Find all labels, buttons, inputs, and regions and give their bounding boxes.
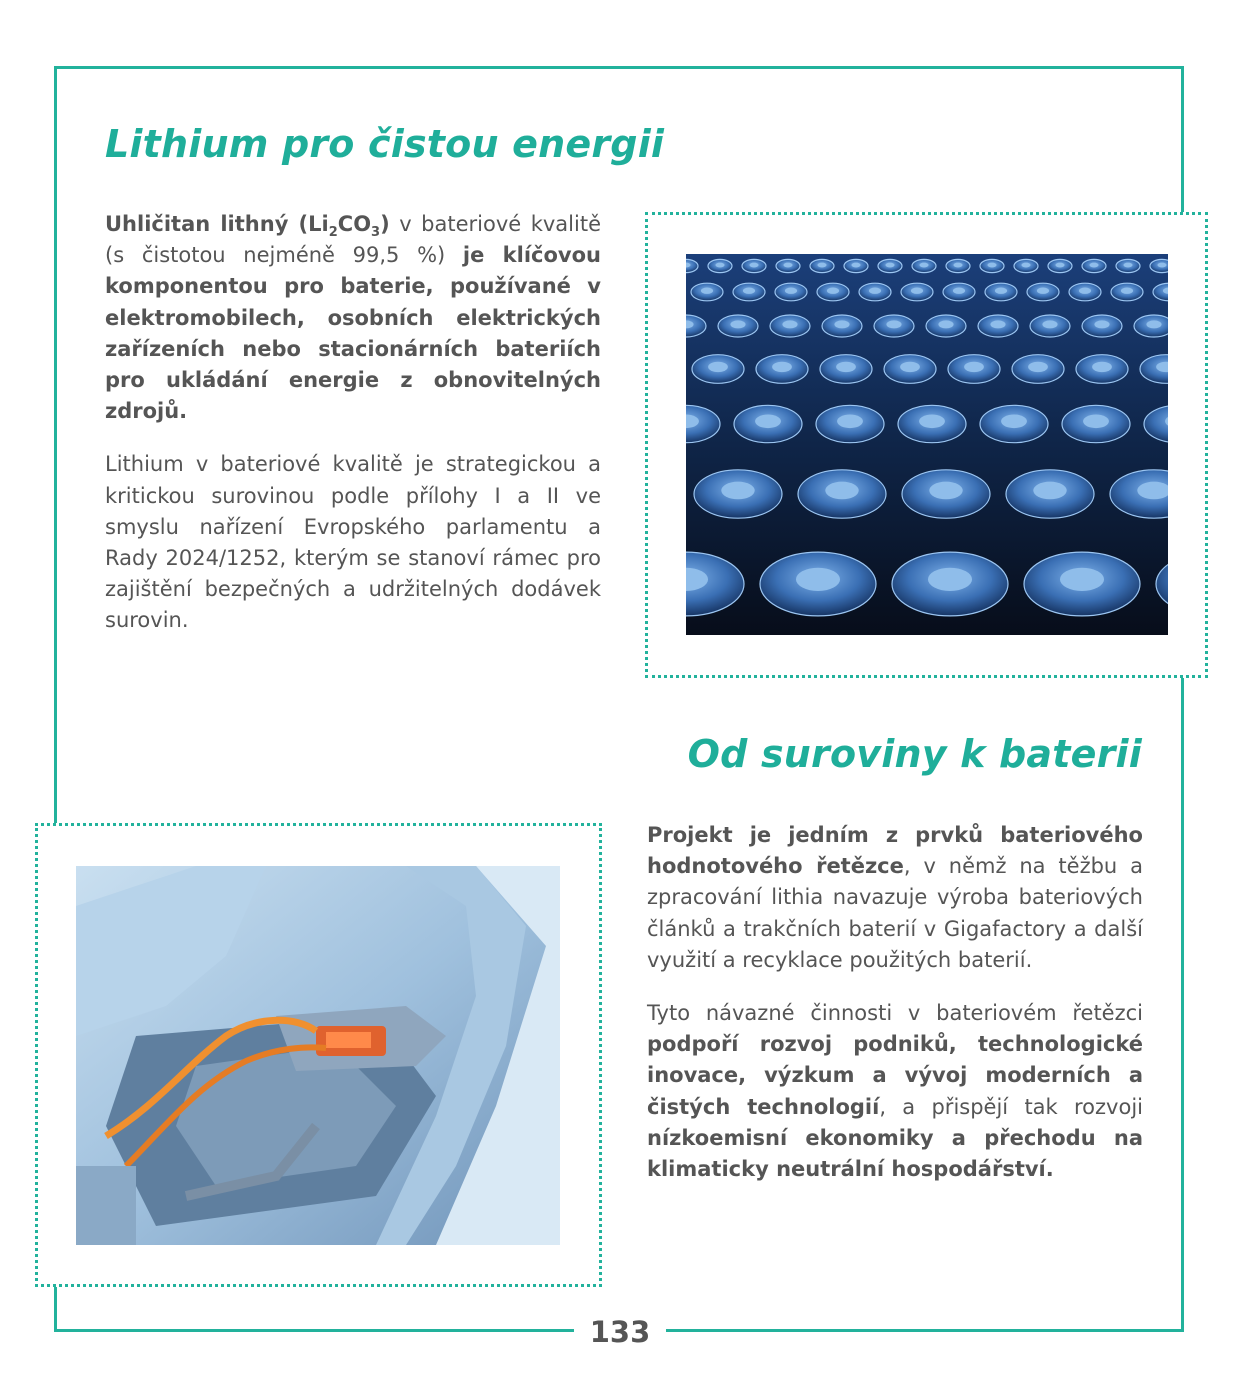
battery-cell-terminal bbox=[1089, 263, 1098, 268]
battery-cell-terminal bbox=[817, 263, 826, 268]
battery-cell-terminal bbox=[1021, 263, 1030, 268]
bold-text: ) bbox=[380, 212, 390, 236]
battery-cell-terminal bbox=[987, 263, 996, 268]
battery-cell-terminal bbox=[1001, 414, 1027, 428]
battery-cell-terminal bbox=[837, 414, 863, 428]
battery-cell-terminal bbox=[782, 320, 797, 328]
subscript: 2 bbox=[328, 225, 338, 241]
battery-paragraph-2 bbox=[647, 998, 1143, 1185]
battery-cell-terminal bbox=[796, 568, 840, 591]
battery-cell-terminal bbox=[990, 320, 1005, 328]
battery-cell-terminal bbox=[900, 362, 920, 372]
battery-cell-terminal bbox=[1092, 362, 1112, 372]
battery-cell-terminal bbox=[1121, 288, 1133, 294]
battery-cell-terminal bbox=[825, 482, 858, 500]
battery-cell-terminal bbox=[1033, 482, 1066, 500]
battery-cell-terminal bbox=[869, 288, 881, 294]
battery-cell-terminal bbox=[1055, 263, 1064, 268]
battery-cell-terminal bbox=[919, 263, 928, 268]
subscript: 3 bbox=[371, 225, 381, 241]
battery-cell-terminal bbox=[1042, 320, 1057, 328]
battery-cells-photo bbox=[686, 254, 1168, 635]
battery-cell-terminal bbox=[730, 320, 745, 328]
battery-cell-terminal bbox=[1060, 568, 1104, 591]
battery-cell-terminal bbox=[1037, 288, 1049, 294]
battery-cell-terminal bbox=[886, 320, 901, 328]
battery-cell-terminal bbox=[721, 482, 754, 500]
battery-cell-terminal bbox=[755, 414, 781, 428]
battery-paragraph-1 bbox=[647, 820, 1143, 976]
page-number-box bbox=[574, 1312, 666, 1352]
battery-cell-terminal bbox=[1079, 288, 1091, 294]
battery-cell-terminal bbox=[995, 288, 1007, 294]
lithium-paragraph-1 bbox=[105, 209, 601, 427]
battery-cell-terminal bbox=[851, 263, 860, 268]
battery-cell-terminal bbox=[1123, 263, 1132, 268]
battery-cell-terminal bbox=[1094, 320, 1109, 328]
battery-cell-terminal bbox=[953, 288, 965, 294]
lithium-text-column bbox=[105, 209, 601, 659]
battery-text-column bbox=[647, 820, 1143, 1207]
battery-cell-terminal bbox=[1083, 414, 1109, 428]
battery-cell-terminal bbox=[928, 568, 972, 591]
battery-cell-terminal bbox=[708, 362, 728, 372]
battery-cell-terminal bbox=[964, 362, 984, 372]
battery-cell-terminal bbox=[834, 320, 849, 328]
battery-cell-terminal bbox=[1146, 320, 1161, 328]
battery-cell-terminal bbox=[836, 362, 856, 372]
page-number: 133 bbox=[589, 1315, 651, 1349]
bold-text: je klíčovou komponentou pro baterie, používané v elektromobilech, osobních elektrických zařízeních nebo stacionárních bateriích pro ukládání energie z obnovitelných zdrojů. bbox=[105, 243, 601, 424]
battery-cell-terminal bbox=[827, 288, 839, 294]
battery-cell-terminal bbox=[929, 482, 962, 500]
plain-text: v bateriové kvalitě (s čistotou nejméně 99,5 %) bbox=[105, 212, 601, 268]
battery-cell-terminal bbox=[953, 263, 962, 268]
bold-text: Projekt je jedním z prvků bateriového hodnotového řetězce bbox=[647, 823, 1143, 879]
section-title-lithium: Lithium pro čistou energii bbox=[105, 122, 665, 166]
battery-cell-terminal bbox=[1157, 263, 1166, 268]
lithium-paragraph-2: Lithium v bateriové kvalitě je strategickou a kritickou surovinou podle přílohy I a II ve smyslu nařízení Evropského parlamentu a Rady 2024/1252, kterým se stanoví rámec pro zajištění bezpečných a udržitelných dodávek surovin. bbox=[105, 452, 601, 633]
battery-cell-terminal bbox=[772, 362, 792, 372]
plain-text: , a přispějí tak rozvoji bbox=[879, 1094, 1143, 1119]
section-title-battery: Od suroviny k baterii bbox=[687, 732, 1142, 776]
battery-cell-terminal bbox=[1028, 362, 1048, 372]
battery-cell-terminal bbox=[885, 263, 894, 268]
battery-cell-terminal bbox=[749, 263, 758, 268]
battery-cell-terminal bbox=[743, 288, 755, 294]
bold-text: podpoří rozvoj podniků, technologické inovace, výzkum a vývoj moderních a čistých technologií bbox=[647, 1032, 1143, 1119]
battery-cell-terminal bbox=[938, 320, 953, 328]
battery-cell-terminal bbox=[701, 288, 713, 294]
bold-text: CO bbox=[337, 212, 372, 236]
battery-cell-terminal bbox=[715, 263, 724, 268]
plain-text: Tyto návazné činnosti v bateriovém řetězci bbox=[647, 1001, 1143, 1026]
ev-chassis-photo bbox=[76, 866, 560, 1245]
bold-text: Uhličitan lithný (Li bbox=[105, 212, 329, 236]
bold-text: nízkoemisní ekonomiky a přechodu na klimaticky neutrální hospodářství. bbox=[647, 1125, 1143, 1182]
battery-cell-terminal bbox=[919, 414, 945, 428]
plain-text: , v němž na těžbu a zpracování lithia navazuje výroba bateriových článků a trakčních baterií v Gigafactory a další využití a recyklace použitých baterií. bbox=[647, 854, 1143, 972]
battery-cell-terminal bbox=[911, 288, 923, 294]
battery-cell-terminal bbox=[785, 288, 797, 294]
battery-cell-terminal bbox=[783, 263, 792, 268]
